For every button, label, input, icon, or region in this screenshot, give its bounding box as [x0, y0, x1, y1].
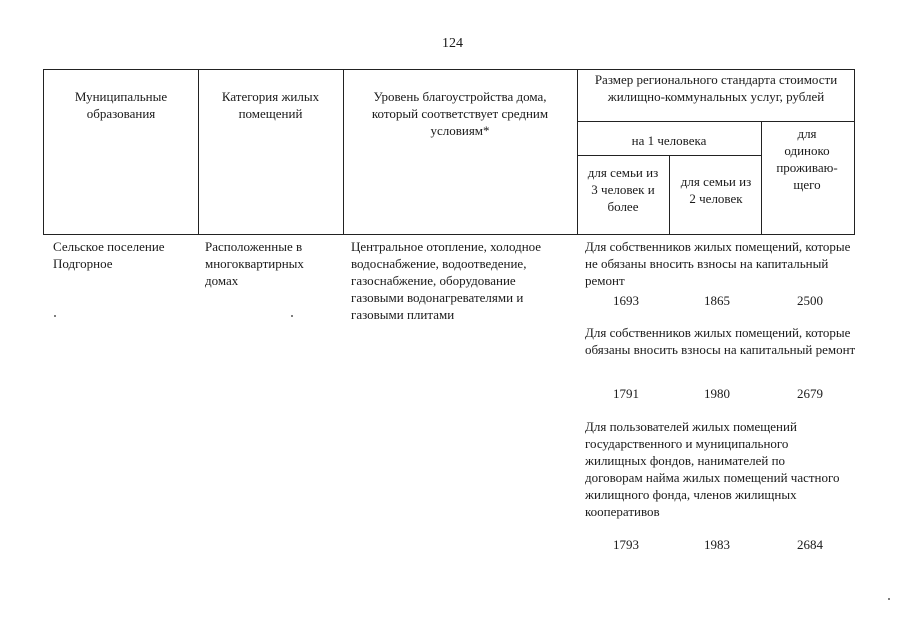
row-divider [577, 121, 855, 122]
column-divider [669, 155, 670, 235]
table-border-top [43, 69, 855, 70]
value-family-3: 1693 [613, 293, 639, 308]
column-divider [761, 121, 762, 235]
column-divider [198, 69, 199, 235]
value-single: 2679 [797, 386, 823, 401]
header-standard: Размер регионального стандарта стоимости жилищно-коммунальных услуг, рублей [594, 72, 838, 104]
table-border-right [854, 69, 855, 235]
header-single: для одиноко проживаю-щего [776, 126, 838, 192]
scan-speck [54, 315, 56, 317]
value-family-2: 1983 [704, 537, 730, 552]
header-municipality: Муниципальные образования [74, 89, 168, 121]
column-divider [577, 69, 578, 235]
value-family-2: 1980 [704, 386, 730, 401]
value-family-3: 1793 [613, 537, 639, 552]
group-label: Для собственников жилых помещений, которые обязаны вносить взносы на капитальный ремонт [585, 325, 856, 357]
header-table [43, 69, 855, 235]
level-cell: Центральное отопление, холодное водоснабжение, водоотведение, газоснабжение, оборудование газовыми водонагревателями и газовыми плитами [351, 239, 542, 322]
category-cell: Расположенные в многоквартирных домах [205, 239, 304, 288]
header-per-person: на 1 человека [631, 133, 707, 148]
header-family-3: для семьи из 3 человек и более [587, 165, 659, 214]
header-category: Категория жилых помещений [221, 89, 320, 121]
group-label: Для собственников жилых помещений, которые не обязаны вносить взносы на капитальный ремонт [585, 239, 851, 288]
group-label: Для пользователей жилых помещений государственного и муниципального жилищных фондов, нанимателей по договорам найма жилых помещений частного жилищного фонда, членов жилищных кооперативов [585, 419, 840, 519]
value-family-3: 1791 [613, 386, 639, 401]
value-single: 2684 [797, 537, 823, 552]
municipality-cell: Сельское поселение Подгорное [53, 239, 165, 271]
header-family-2: для семьи из 2 человек [680, 174, 752, 206]
column-divider [343, 69, 344, 235]
value-single: 2500 [797, 293, 823, 308]
page-number: 124 [442, 36, 463, 51]
header-level: Уровень благоустройства дома, который соответствует средним условиям* [371, 89, 549, 138]
scan-speck [291, 315, 293, 317]
row-divider [577, 155, 762, 156]
scan-speck [888, 598, 890, 600]
table-border-bottom [43, 234, 855, 235]
value-family-2: 1865 [704, 293, 730, 308]
table-border-left [43, 69, 44, 235]
